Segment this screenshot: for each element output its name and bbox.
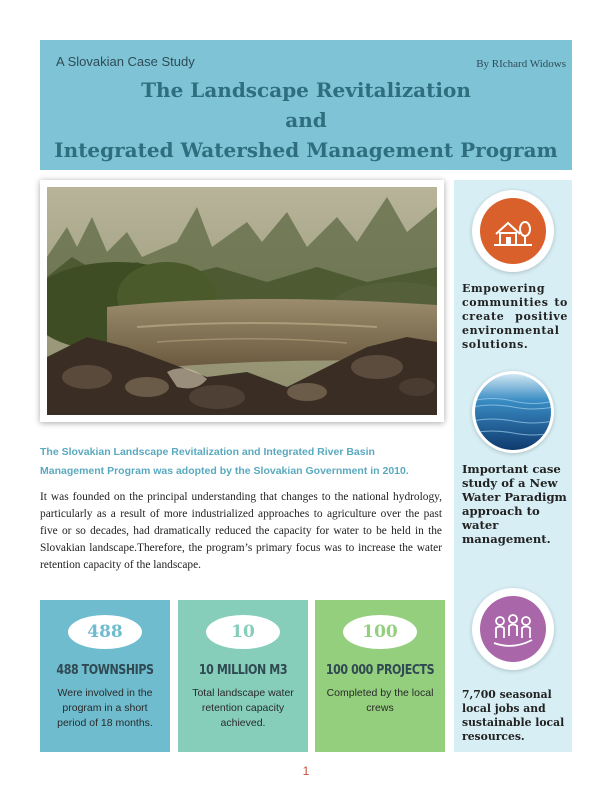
stat-headline: 488 TOWNSHIPS (56, 663, 154, 678)
community-house-icon (472, 190, 554, 272)
author-byline: By RIchard Widows (476, 58, 566, 70)
sidebar-text-empowering: Empowering communities to create positive environmental solutions. (462, 282, 568, 351)
stat-number: 100 (343, 615, 417, 649)
title-line-3: Integrated Watershed Management Program (54, 138, 558, 162)
water-waves-icon (472, 371, 554, 453)
landscape-photo (47, 187, 437, 415)
body-paragraph: It was founded on the principal understanding that changes to the national hydrology, particularly as a result of more industrialized approaches to agriculture over the past five or so decades, had dramatically reduced the capacity for water to be held in the Slovakian landscape.Therefore, the program’s primary focus was to increase the water retention capacity of the landscape. (40, 491, 442, 571)
stat-number: 488 (68, 615, 142, 649)
page-number: 1 (302, 764, 310, 778)
stat-description: Were involved in the program in a short period of 18 months. (57, 687, 153, 729)
landscape-photo-frame (40, 180, 444, 422)
stat-box-projects (315, 600, 445, 752)
stat-description: Total landscape water retention capacity achieved. (192, 687, 294, 729)
header-banner (40, 40, 572, 170)
stat-box-water-capacity (178, 600, 308, 752)
stat-headline: 10 MILLION M3 (198, 663, 288, 678)
case-study-label: A Slovakian Case Study (56, 54, 195, 69)
sidebar-text-jobs: 7,700 seasonal local jobs and sustainable local resources. (462, 688, 565, 743)
title-line-2: and (285, 108, 327, 132)
stat-number: 10 (206, 615, 280, 649)
people-jobs-icon (472, 588, 554, 670)
stat-box-townships (40, 600, 170, 752)
sidebar (454, 180, 572, 752)
stat-headline: 100 000 PROJECTS (325, 663, 435, 678)
intro-paragraph: The Slovakian Landscape Revitalization and Integrated River Basin Management Program was adopted by the Slovakian Government in 2010. (40, 446, 409, 477)
title-line-1: The Landscape Revitalization (141, 78, 471, 102)
stat-description: Completed by the local crews (326, 687, 434, 714)
sidebar-text-case-study: Important case study of a New Water Paradigm approach to water management. (462, 462, 567, 546)
